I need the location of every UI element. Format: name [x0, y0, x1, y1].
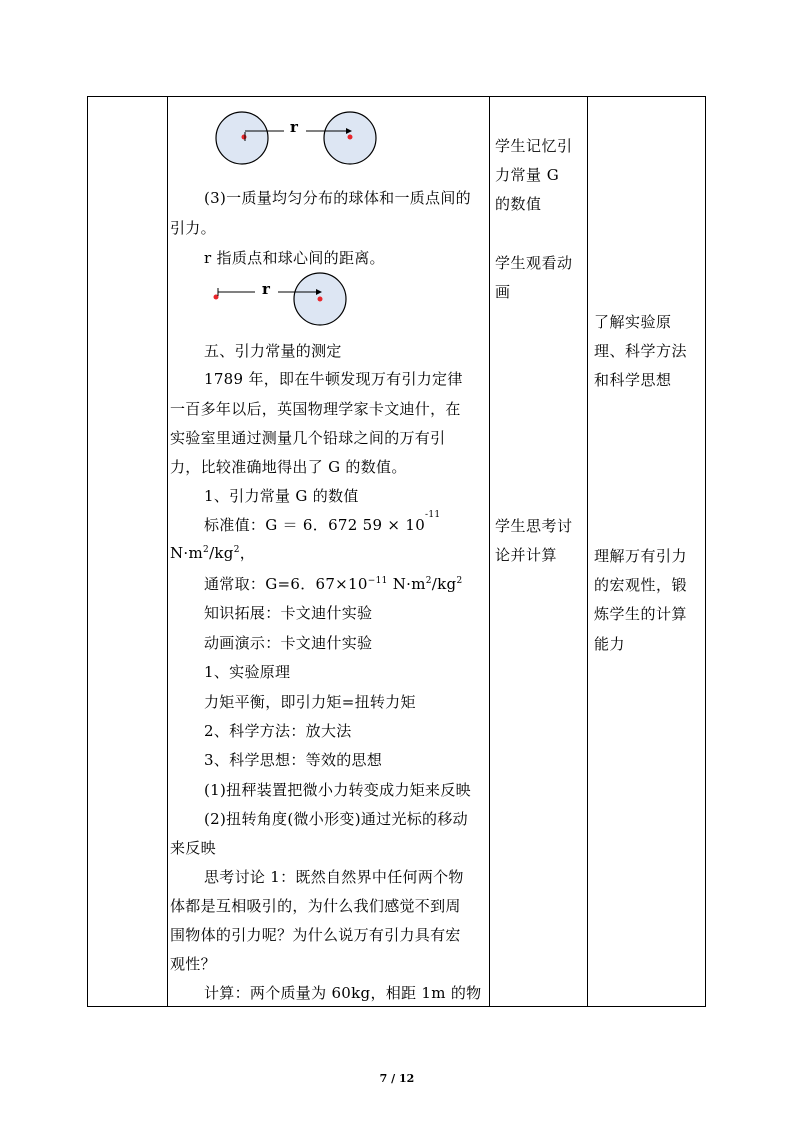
text-fragment: 通常取：G=6．67×10: [204, 575, 368, 593]
text-fragment: N·m: [387, 575, 426, 593]
text-line: 力常量 G: [495, 166, 560, 184]
text-line: 思考讨论 1：既然自然界中任何两个物: [204, 868, 464, 886]
text-fragment: 2: [425, 576, 432, 586]
column-divider: [489, 97, 490, 1006]
text-line: 力，比较准确地得出了 G 的数值。: [170, 458, 407, 476]
text-line: 学生思考讨: [495, 517, 573, 535]
text-line: 的数值: [495, 195, 542, 213]
text-fragment: −11: [367, 576, 388, 586]
text-line: (3)一质量均匀分布的球体和一质点间的: [204, 189, 471, 207]
text-line: 3、科学思想：等效的思想: [204, 751, 383, 769]
text-line: r 指质点和球心间的距离。: [204, 249, 385, 267]
text-line: 力矩平衡，即引力矩=扭转力矩: [204, 693, 416, 711]
text-line: 知识拓展：卡文迪什实验: [204, 604, 373, 622]
text-fragment: 标准值：G ＝ 6．672 59 × 10: [204, 516, 426, 534]
text-fragment: /kg: [209, 544, 234, 562]
text-line: 动画演示：卡文迪什实验: [204, 634, 373, 652]
text-line: 2、科学方法：放大法: [204, 722, 352, 740]
text-line: 引力。: [170, 219, 216, 237]
section-heading: 五、引力常量的测定: [204, 342, 342, 360]
text-line: 的宏观性，锻: [594, 576, 688, 594]
page-number: 7 / 12: [379, 1072, 415, 1085]
column-divider: [587, 97, 588, 1006]
text-line: 1、实验原理: [204, 663, 291, 681]
text-line: 论并计算: [495, 546, 558, 564]
distance-label: r: [290, 118, 298, 136]
text-line: 一百多年以后，英国物理学家卡文迪什，在: [170, 400, 461, 418]
text-line: 炼学生的计算: [594, 605, 688, 623]
text-line: 了解实验原: [594, 313, 672, 331]
text-line: 和科学思想: [594, 371, 672, 389]
standard-value-line: [204, 510, 441, 535]
text-line: 1789 年，即在牛顿发现万有引力定律: [204, 370, 463, 388]
text-line: (1)扭秤装置把微小力转变成力矩来反映: [204, 781, 471, 799]
text-fragment: N·m: [170, 544, 204, 562]
distance-label: r: [262, 280, 270, 298]
two-spheres-diagram: [214, 110, 380, 166]
text-line: 体都是互相吸引的，为什么我们感觉不到周: [170, 897, 461, 915]
text-line: 1、引力常量 G 的数值: [204, 487, 359, 505]
text-fragment: /kg: [431, 575, 457, 593]
text-fragment: 2: [233, 545, 240, 555]
point-sphere-diagram: [210, 272, 350, 328]
text-line: 学生观看动: [495, 254, 573, 272]
text-line: 实验室里通过测量几个铅球之间的万有引: [170, 429, 446, 447]
text-line: 计算：两个质量为 60kg，相距 1m 的物: [204, 984, 482, 1002]
text-line: (2)扭转角度(微小形变)通过光标的移动: [204, 810, 468, 828]
text-fragment: 2: [456, 576, 463, 586]
text-fragment: -11: [425, 510, 441, 520]
text-line: 观性？: [170, 955, 216, 973]
text-fragment: 2: [203, 545, 210, 555]
text-line: 能力: [594, 635, 626, 653]
text-line: 理、科学方法: [594, 342, 688, 360]
common-value-line: [204, 574, 462, 594]
text-line: 理解万有引力: [594, 547, 688, 565]
text-line: 学生记忆引: [495, 137, 573, 155]
column-divider: [167, 97, 168, 1006]
text-line: 来反映: [170, 839, 216, 857]
text-fragment: ，: [239, 544, 256, 562]
units-line: [170, 543, 255, 563]
text-line: 画: [495, 283, 511, 301]
text-line: 围物体的引力呢？为什么说万有引力具有宏: [170, 926, 461, 944]
